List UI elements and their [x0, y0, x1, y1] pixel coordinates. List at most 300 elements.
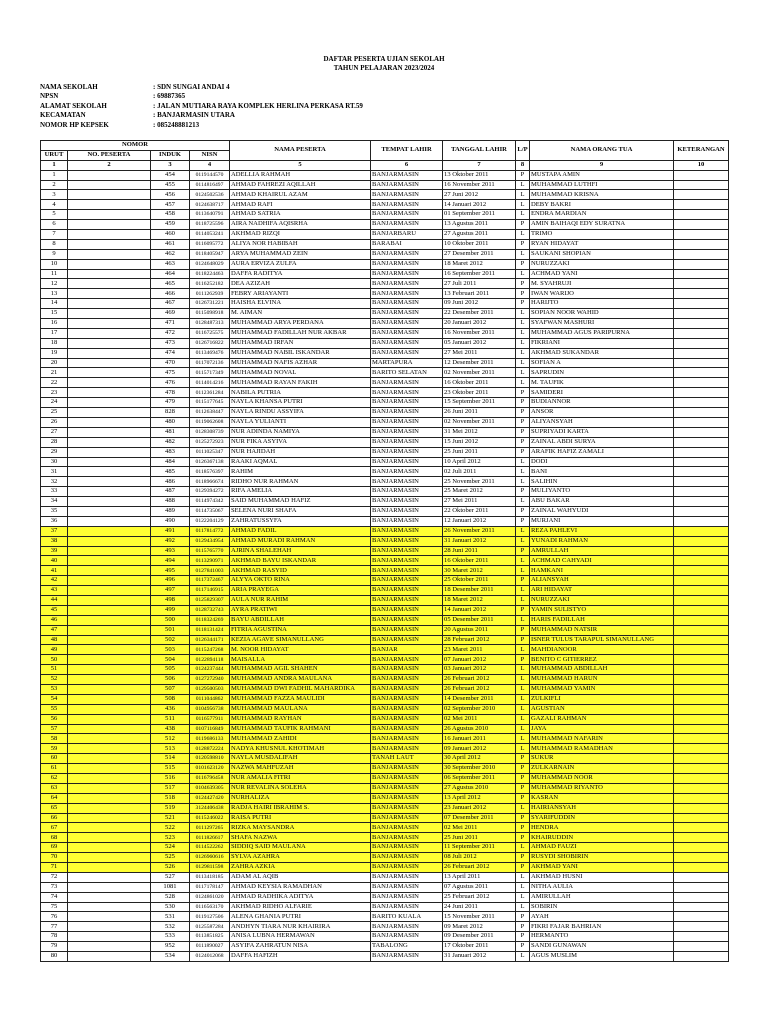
cell-induk: 516: [151, 774, 190, 784]
cell-no-peserta: [68, 239, 151, 249]
cell-lp: L: [516, 615, 530, 625]
cell-nama-ortu: DODI: [530, 457, 674, 467]
cell-tanggal-lahir: 23 Januari 2012: [443, 803, 516, 813]
cell-nisn: 0129394272: [190, 487, 230, 497]
cell-lp: L: [516, 210, 530, 220]
cell-lp: L: [516, 200, 530, 210]
cell-nama-ortu: MAHDIANOOR: [530, 645, 674, 655]
cell-nama-ortu: HERMANTO: [530, 932, 674, 942]
table-row: [41, 922, 729, 932]
cell-keterangan: [674, 566, 729, 576]
cell-nisn: 0118725596: [190, 220, 230, 230]
table-row: [41, 704, 729, 714]
cell-no-peserta: [68, 279, 151, 289]
cell-no-peserta: [68, 408, 151, 418]
info-value: : BANJARMASIN UTARA: [153, 111, 235, 120]
cell-tempat-lahir: BANJARMASIN: [371, 724, 443, 734]
cell-keterangan: [674, 872, 729, 882]
cell-nisn: 0124638717: [190, 200, 230, 210]
cell-nisn: 0111826617: [190, 833, 230, 843]
cell-induk: 473: [151, 338, 190, 348]
cell-urut: 5: [41, 210, 68, 220]
cell-induk: 496: [151, 576, 190, 586]
cell-tempat-lahir: BANJARMASIN: [371, 566, 443, 576]
table-row: [41, 299, 729, 309]
cell-tempat-lahir: BANJARMASIN: [371, 586, 443, 596]
cell-nama-ortu: MUHAMMAD AGUS PARIPURNA: [530, 328, 674, 338]
cell-tempat-lahir: BANJARMASIN: [371, 823, 443, 833]
cell-urut: 71: [41, 863, 68, 873]
cell-tanggal-lahir: 16 Januari 2011: [443, 734, 516, 744]
cell-lp: P: [516, 427, 530, 437]
cell-nisn: 0115717349: [190, 368, 230, 378]
cell-tempat-lahir: BANJARMASIN: [371, 378, 443, 388]
cell-tempat-lahir: BANJARMASIN: [371, 843, 443, 853]
cell-nama-ortu: MUHAMMAD NATSIR: [530, 625, 674, 635]
cell-nama: MUHAMMAD ANDRA MAULANA: [230, 675, 371, 685]
cell-urut: 22: [41, 378, 68, 388]
cell-no-peserta: [68, 843, 151, 853]
cell-no-peserta: [68, 615, 151, 625]
table-row: [41, 328, 729, 338]
cell-keterangan: [674, 665, 729, 675]
cell-tanggal-lahir: 02 September 2010: [443, 704, 516, 714]
cell-tempat-lahir: BANJARMASIN: [371, 872, 443, 882]
cell-nama-ortu: KHAIRUDDIN: [530, 833, 674, 843]
cell-lp: L: [516, 457, 530, 467]
cell-lp: L: [516, 684, 530, 694]
cell-induk: 462: [151, 249, 190, 259]
cell-lp: L: [516, 675, 530, 685]
cell-keterangan: [674, 220, 729, 230]
table-row: [41, 348, 729, 358]
table-row: [41, 526, 729, 536]
cell-no-peserta: [68, 882, 151, 892]
cell-tempat-lahir: BANJARMASIN: [371, 783, 443, 793]
cell-no-peserta: [68, 477, 151, 487]
column-number: 8: [516, 160, 530, 170]
cell-nama-ortu: MURJANI: [530, 516, 674, 526]
cell-nama-ortu: YAMIN SULISTYO: [530, 605, 674, 615]
cell-tanggal-lahir: 13 April 2011: [443, 872, 516, 882]
cell-tanggal-lahir: 02 November 2011: [443, 417, 516, 427]
cell-no-peserta: [68, 447, 151, 457]
cell-lp: L: [516, 892, 530, 902]
cell-induk: 474: [151, 348, 190, 358]
cell-urut: 27: [41, 427, 68, 437]
cell-nama-ortu: SAPRUDIN: [530, 368, 674, 378]
cell-urut: 51: [41, 665, 68, 675]
cell-no-peserta: [68, 487, 151, 497]
cell-nama: RIZKA MAYSANDRA: [230, 823, 371, 833]
cell-nisn: 0127841003: [190, 566, 230, 576]
cell-keterangan: [674, 793, 729, 803]
cell-tanggal-lahir: 16 November 2011: [443, 180, 516, 190]
cell-tanggal-lahir: 10 April 2012: [443, 457, 516, 467]
cell-urut: 60: [41, 754, 68, 764]
participant-table: [40, 140, 729, 962]
cell-lp: P: [516, 259, 530, 269]
cell-nama: ARIA PRAYEGA: [230, 586, 371, 596]
cell-keterangan: [674, 942, 729, 952]
cell-nama: AYRA PRATIWI: [230, 605, 371, 615]
cell-nisn: 0111890027: [190, 942, 230, 952]
cell-nama: MUHAMMAD ARYA PERDANA: [230, 319, 371, 329]
cell-keterangan: [674, 210, 729, 220]
cell-nama-ortu: MUHAMMAD NAFARIN: [530, 734, 674, 744]
cell-nama: NUR AMALIA FITRI: [230, 774, 371, 784]
cell-lp: P: [516, 516, 530, 526]
cell-nama: DEA AZIZAH: [230, 279, 371, 289]
cell-induk: 517: [151, 783, 190, 793]
cell-tanggal-lahir: 09 Juni 2012: [443, 299, 516, 309]
cell-tanggal-lahir: 26 Februari 2012: [443, 675, 516, 685]
cell-tempat-lahir: BANJARMASIN: [371, 605, 443, 615]
cell-tempat-lahir: BANJARMASIN: [371, 487, 443, 497]
cell-induk: 487: [151, 487, 190, 497]
cell-induk: 475: [151, 368, 190, 378]
cell-lp: L: [516, 882, 530, 892]
cell-induk: 533: [151, 932, 190, 942]
cell-tanggal-lahir: 14 Januari 2012: [443, 200, 516, 210]
cell-nama-ortu: SAUKANI SHOPIAN: [530, 249, 674, 259]
cell-lp: L: [516, 645, 530, 655]
cell-nisn: 0118131424: [190, 625, 230, 635]
cell-urut: 17: [41, 328, 68, 338]
table-row: [41, 645, 729, 655]
cell-keterangan: [674, 358, 729, 368]
cell-urut: 29: [41, 447, 68, 457]
cell-no-peserta: [68, 675, 151, 685]
cell-nama-ortu: MUHAMMAD LUTHFI: [530, 180, 674, 190]
cell-nama: NAYLA YULIANTI: [230, 417, 371, 427]
cell-tanggal-lahir: 13 Februari 2011: [443, 289, 516, 299]
cell-nama: AKHMAD RASYID: [230, 566, 371, 576]
table-row: [41, 506, 729, 516]
cell-nisn: 0124648029: [190, 259, 230, 269]
cell-nama: AHMAD KEYSIA RAMADHAN: [230, 882, 371, 892]
cell-lp: L: [516, 348, 530, 358]
table-row: [41, 408, 729, 418]
table-row: [41, 734, 729, 744]
cell-nama: AKHMAD BAYU ISKANDAR: [230, 556, 371, 566]
table-row: [41, 595, 729, 605]
cell-induk: 1081: [151, 882, 190, 892]
cell-induk: 483: [151, 447, 190, 457]
cell-nama: ADAM AL AQIB: [230, 872, 371, 882]
cell-urut: 24: [41, 398, 68, 408]
cell-no-peserta: [68, 457, 151, 467]
cell-urut: 54: [41, 694, 68, 704]
school-info: [40, 83, 363, 130]
table-row: [41, 437, 729, 447]
cell-keterangan: [674, 556, 729, 566]
cell-keterangan: [674, 328, 729, 338]
cell-nama-ortu: ACHMAD CAHYADI: [530, 556, 674, 566]
cell-urut: 76: [41, 912, 68, 922]
cell-no-peserta: [68, 427, 151, 437]
cell-tanggal-lahir: 07 Desember 2011: [443, 813, 516, 823]
cell-no-peserta: [68, 467, 151, 477]
cell-tempat-lahir: BANJARMASIN: [371, 180, 443, 190]
cell-keterangan: [674, 378, 729, 388]
cell-nisn: 0127272940: [190, 675, 230, 685]
cell-keterangan: [674, 417, 729, 427]
cell-keterangan: [674, 605, 729, 615]
table-row: [41, 774, 729, 784]
cell-tempat-lahir: BANJARMASIN: [371, 803, 443, 813]
cell-tanggal-lahir: 23 Maret 2011: [443, 645, 516, 655]
cell-urut: 56: [41, 714, 68, 724]
cell-nama-ortu: REZA PAHLEVI: [530, 526, 674, 536]
cell-urut: 48: [41, 635, 68, 645]
header-keterangan: KETERANGAN: [674, 141, 729, 161]
cell-no-peserta: [68, 348, 151, 358]
cell-nisn: 0129434954: [190, 536, 230, 546]
cell-tempat-lahir: BANJARMASIN: [371, 922, 443, 932]
cell-nisn: 0114735067: [190, 506, 230, 516]
cell-tempat-lahir: BANJARMASIN: [371, 655, 443, 665]
table-row: [41, 694, 729, 704]
cell-tanggal-lahir: 27 Agustus 2010: [443, 783, 516, 793]
cell-nama: MUHAMMAD FADILLAH NUR AKBAR: [230, 328, 371, 338]
table-row: [41, 477, 729, 487]
cell-keterangan: [674, 368, 729, 378]
cell-nisn: 0124427420: [190, 793, 230, 803]
info-row: [40, 121, 363, 130]
cell-no-peserta: [68, 803, 151, 813]
cell-nama-ortu: MUHAMMAD HARUN: [530, 675, 674, 685]
cell-no-peserta: [68, 783, 151, 793]
cell-nama: MUHAMMAD IRFAN: [230, 338, 371, 348]
table-row: [41, 823, 729, 833]
table-row: [41, 625, 729, 635]
cell-induk: 497: [151, 586, 190, 596]
cell-tanggal-lahir: 16 September 2011: [443, 269, 516, 279]
cell-nisn: 0111025347: [190, 447, 230, 457]
cell-urut: 67: [41, 823, 68, 833]
table-row: [41, 378, 729, 388]
cell-nama-ortu: ENDRA MARDIAN: [530, 210, 674, 220]
cell-no-peserta: [68, 417, 151, 427]
cell-nisn: 0126367138: [190, 457, 230, 467]
cell-lp: P: [516, 299, 530, 309]
cell-nama-ortu: ZULKIFLI: [530, 694, 674, 704]
cell-no-peserta: [68, 497, 151, 507]
table-row: [41, 833, 729, 843]
cell-tempat-lahir: BANJARMASIN: [371, 902, 443, 912]
cell-nama: AIRA NADHIFA AQISRHA: [230, 220, 371, 230]
cell-lp: L: [516, 556, 530, 566]
cell-no-peserta: [68, 635, 151, 645]
table-row: [41, 942, 729, 952]
cell-tanggal-lahir: 31 Mei 2012: [443, 427, 516, 437]
cell-nisn: 0114014216: [190, 378, 230, 388]
table-row: [41, 497, 729, 507]
cell-nama-ortu: AKHMAD SUKANDAR: [530, 348, 674, 358]
cell-nama: MUHAMMAD NOVAL: [230, 368, 371, 378]
cell-keterangan: [674, 863, 729, 873]
cell-keterangan: [674, 813, 729, 823]
cell-nama: ANISA LUBNA HERMAWAN: [230, 932, 371, 942]
cell-tempat-lahir: BANJARMASIN: [371, 694, 443, 704]
cell-nama: M. NOOR HIDAYAT: [230, 645, 371, 655]
cell-induk: 501: [151, 625, 190, 635]
cell-nama: MUHAMMAD AGIL SHAHEN: [230, 665, 371, 675]
cell-induk: 508: [151, 694, 190, 704]
header-ortu: NAMA ORANG TUA: [530, 141, 674, 161]
cell-nama: AHMAD FAHREZI AQILLAH: [230, 180, 371, 190]
cell-nama: KEZIA AGAVE SIMANULLANG: [230, 635, 371, 645]
cell-keterangan: [674, 398, 729, 408]
cell-induk: 454: [151, 170, 190, 180]
cell-tanggal-lahir: 11 September 2011: [443, 843, 516, 853]
table-row: [41, 388, 729, 398]
cell-nisn: 0116577911: [190, 714, 230, 724]
cell-nama-ortu: AYAH: [530, 912, 674, 922]
cell-urut: 31: [41, 467, 68, 477]
cell-induk: 495: [151, 566, 190, 576]
cell-nisn: 0114816497: [190, 180, 230, 190]
cell-nama-ortu: TRIMO: [530, 230, 674, 240]
info-label: NAMA SEKOLAH: [40, 83, 98, 91]
table-row: [41, 675, 729, 685]
cell-tanggal-lahir: 02 Mei 2011: [443, 714, 516, 724]
cell-no-peserta: [68, 319, 151, 329]
cell-lp: P: [516, 605, 530, 615]
cell-nama-ortu: HARIJTO: [530, 299, 674, 309]
info-row: [40, 83, 363, 92]
cell-no-peserta: [68, 922, 151, 932]
cell-nama: SHAFA NAZWA: [230, 833, 371, 843]
cell-no-peserta: [68, 398, 151, 408]
cell-urut: 66: [41, 813, 68, 823]
table-row: [41, 813, 729, 823]
cell-keterangan: [674, 190, 729, 200]
table-row: [41, 180, 729, 190]
cell-induk: 459: [151, 220, 190, 230]
cell-tempat-lahir: BANJARMASIN: [371, 269, 443, 279]
cell-nisn: 0120598810: [190, 754, 230, 764]
cell-induk: 512: [151, 734, 190, 744]
table-row: [41, 536, 729, 546]
cell-tanggal-lahir: 15 November 2011: [443, 912, 516, 922]
cell-induk: 522: [151, 823, 190, 833]
cell-induk: 530: [151, 902, 190, 912]
cell-urut: 46: [41, 615, 68, 625]
cell-lp: L: [516, 378, 530, 388]
cell-keterangan: [674, 239, 729, 249]
cell-nama-ortu: BENITO C GITIERREZ: [530, 655, 674, 665]
cell-tanggal-lahir: 15 Juni 2012: [443, 437, 516, 447]
cell-nama: M. AIMAN: [230, 309, 371, 319]
cell-nama: FITRIA AGUSTINA: [230, 625, 371, 635]
cell-tanggal-lahir: 27 Desember 2011: [443, 249, 516, 259]
cell-no-peserta: [68, 665, 151, 675]
cell-nama: AHMAD FADIL: [230, 526, 371, 536]
cell-nisn: 0126344171: [190, 635, 230, 645]
cell-keterangan: [674, 853, 729, 863]
table-row: [41, 783, 729, 793]
cell-tempat-lahir: BANJARMASIN: [371, 398, 443, 408]
cell-keterangan: [674, 338, 729, 348]
cell-urut: 6: [41, 220, 68, 230]
cell-urut: 42: [41, 576, 68, 586]
cell-nama: ADELLIA RAHMAH: [230, 170, 371, 180]
cell-lp: L: [516, 744, 530, 754]
cell-nama: DAFFA RADITYA: [230, 269, 371, 279]
cell-induk: 505: [151, 665, 190, 675]
table-row: [41, 576, 729, 586]
cell-tempat-lahir: BANJARMASIN: [371, 952, 443, 962]
cell-nama-ortu: AMIN BAIHAQI EDY SURATNA: [530, 220, 674, 230]
info-label: KECAMATAN: [40, 111, 86, 120]
cell-nisn: 0125587284: [190, 922, 230, 932]
cell-urut: 58: [41, 734, 68, 744]
cell-keterangan: [674, 595, 729, 605]
cell-urut: 4: [41, 200, 68, 210]
cell-keterangan: [674, 497, 729, 507]
cell-nisn: 0116252182: [190, 279, 230, 289]
cell-tempat-lahir: BANJARMASIN: [371, 793, 443, 803]
cell-no-peserta: [68, 724, 151, 734]
cell-nisn: 0114974342: [190, 497, 230, 507]
table-row: [41, 872, 729, 882]
cell-nama: NABILA PUTRIA: [230, 388, 371, 398]
cell-lp: P: [516, 922, 530, 932]
table-row: [41, 556, 729, 566]
cell-lp: P: [516, 754, 530, 764]
cell-keterangan: [674, 704, 729, 714]
cell-nama-ortu: HENDRA: [530, 823, 674, 833]
cell-no-peserta: [68, 774, 151, 784]
cell-urut: 40: [41, 556, 68, 566]
cell-tempat-lahir: BANJARMASIN: [371, 595, 443, 605]
cell-induk: 488: [151, 497, 190, 507]
cell-nama: MUHAMMAD NAFIS AZHAR: [230, 358, 371, 368]
cell-nisn: 0119062608: [190, 417, 230, 427]
cell-tanggal-lahir: 05 Desember 2011: [443, 615, 516, 625]
table-row: [41, 714, 729, 724]
cell-tempat-lahir: BANJARMASIN: [371, 556, 443, 566]
cell-nisn: 0129811598: [190, 863, 230, 873]
cell-nisn: 0126716822: [190, 338, 230, 348]
info-row: [40, 111, 363, 120]
cell-lp: P: [516, 793, 530, 803]
cell-nama: MUHAMMAD TAUFIK RAHMANI: [230, 724, 371, 734]
cell-induk: 484: [151, 457, 190, 467]
cell-nama-ortu: ARI HIDAYAT: [530, 586, 674, 596]
table-row: [41, 259, 729, 269]
cell-keterangan: [674, 487, 729, 497]
cell-nama-ortu: ARAFIK HAFIZ ZAMALI: [530, 447, 674, 457]
cell-tempat-lahir: BANJARMASIN: [371, 467, 443, 477]
cell-nama-ortu: MUHAMMAD KRISNA: [530, 190, 674, 200]
cell-lp: L: [516, 328, 530, 338]
cell-tanggal-lahir: 30 Maret 2012: [443, 566, 516, 576]
cell-tempat-lahir: BARITO SELATAN: [371, 368, 443, 378]
cell-nama: AULA NUR RAHIM: [230, 595, 371, 605]
cell-keterangan: [674, 586, 729, 596]
cell-induk: 511: [151, 714, 190, 724]
cell-tempat-lahir: BANJARMASIN: [371, 328, 443, 338]
info-label: NOMOR HP KEPSEK: [40, 120, 109, 129]
cell-urut: 70: [41, 853, 68, 863]
cell-urut: 32: [41, 477, 68, 487]
cell-nama-ortu: ZULKARNAIN: [530, 764, 674, 774]
cell-tanggal-lahir: 16 November 2011: [443, 328, 516, 338]
cell-nama-ortu: AKHMAD YANI: [530, 863, 674, 873]
